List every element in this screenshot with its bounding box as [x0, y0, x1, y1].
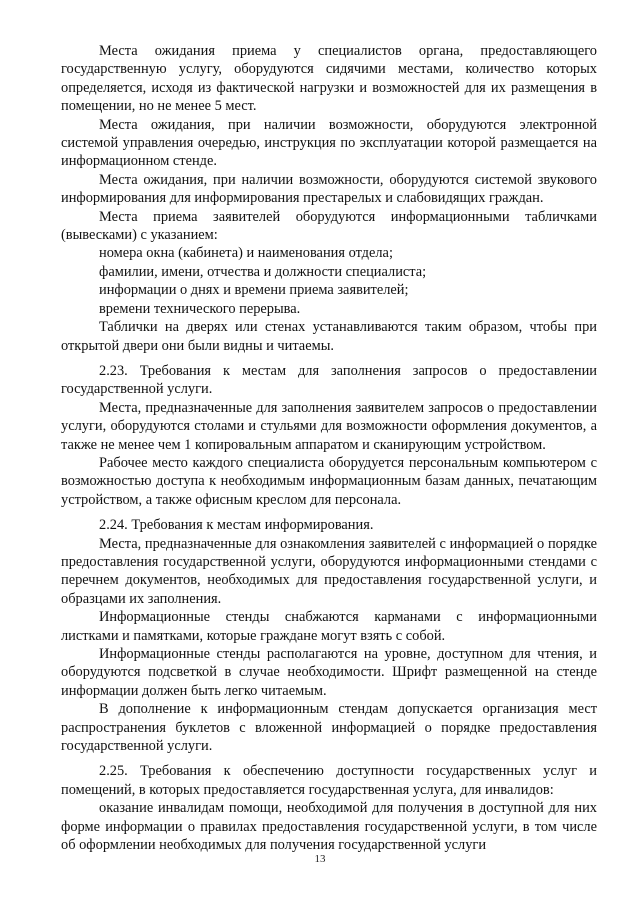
- paragraph-request-places: Места, предназначенные для заполнения заявителем запросов о предоставлении услуги, оборудуются столами и стульями для возможности оформления документов, а также не менее чем 1 копировальным аппаратом и сканирующим устройством.: [61, 399, 597, 453]
- paragraph-signs-visibility: Таблички на дверях или стенах устанавливаются таким образом, чтобы при открытой двери они были видны и читаемы.: [61, 319, 597, 354]
- paragraph-workplace: Рабочее место каждого специалиста оборудуется персональным компьютером с возможностью доступа к необходимым информационным базам данных, печатающим устройством, а также офисным креслом для персонала.: [61, 454, 597, 508]
- paragraph-disabled-assistance: оказание инвалидам помощи, необходимой для получения в доступной для них форме информации о правилах предоставления государственной услуги, в том числе об оформлении необходимых для получения государственной услуги: [61, 800, 597, 854]
- paragraph-info-stands: Информационные стенды располагаются на уровне, доступном для чтения, и оборудуются подсветкой в случае необходимости. Шрифт размещенной на стенде информации должен быть легко читаемым.: [61, 646, 597, 699]
- list-item-window-number: номера окна (кабинета) и наименования отдела;: [99, 245, 393, 262]
- list-item-specialist-name: фамилии, имени, отчества и должности специалиста;: [99, 263, 427, 280]
- paragraph-info-pockets: Информационные стенды снабжаются карманами с информационными листками и памятками, которые граждане могут взять с собой.: [61, 609, 597, 644]
- section-heading-2-25: 2.25. Требования к обеспечению доступности государственных услуг и помещений, в которых предоставляется государственная услуга, для инвалидов:: [61, 763, 597, 798]
- list-item-reception-days: информации о днях и времени приема заявителей;: [99, 282, 409, 299]
- page-number: 13: [314, 853, 326, 865]
- paragraph-waiting-seats: Места ожидания приема у специалистов органа, предоставляющего государственную услугу, оборудуются сидячими местами, количество которых определяется, исходя из фактической нагрузки и возможностей для их размещения в помещении, но не менее 5 мест.: [61, 43, 597, 115]
- document-body: [61, 42, 597, 854]
- paragraph-sound-system: Места ожидания, при наличии возможности, оборудуются системой звукового информирования для информирования престарелых и слабовидящих граждан.: [61, 171, 597, 207]
- section-heading-2-23: 2.23. Требования к местам для заполнения запросов о предоставлении государственной услуги.: [61, 362, 597, 398]
- paragraph-reception-signs: Места приема заявителей оборудуются информационными табличками (вывесками) с указанием:: [61, 208, 597, 244]
- list-item-break-time: времени технического перерыва.: [99, 300, 301, 317]
- section-heading-2-24: 2.24. Требования к местам информирования.: [99, 517, 374, 534]
- paragraph-queue-system: Места ожидания, при наличии возможности, оборудуются электронной системой управления очередью, инструкция по эксплуатации которой размещается на информационном стенде.: [61, 116, 597, 170]
- paragraph-info-places: Места, предназначенные для ознакомления заявителей с информацией о порядке предоставления государственной услуги, оборудуются информационными стендами с перечнем документов, необходимых для предоставления государственной услуги, и образцами их заполнения.: [61, 535, 597, 607]
- paragraph-booklets: В дополнение к информационным стендам допускается организация мест распространения буклетов с вложенной информацией о порядке предоставления государственной услуги.: [61, 701, 597, 755]
